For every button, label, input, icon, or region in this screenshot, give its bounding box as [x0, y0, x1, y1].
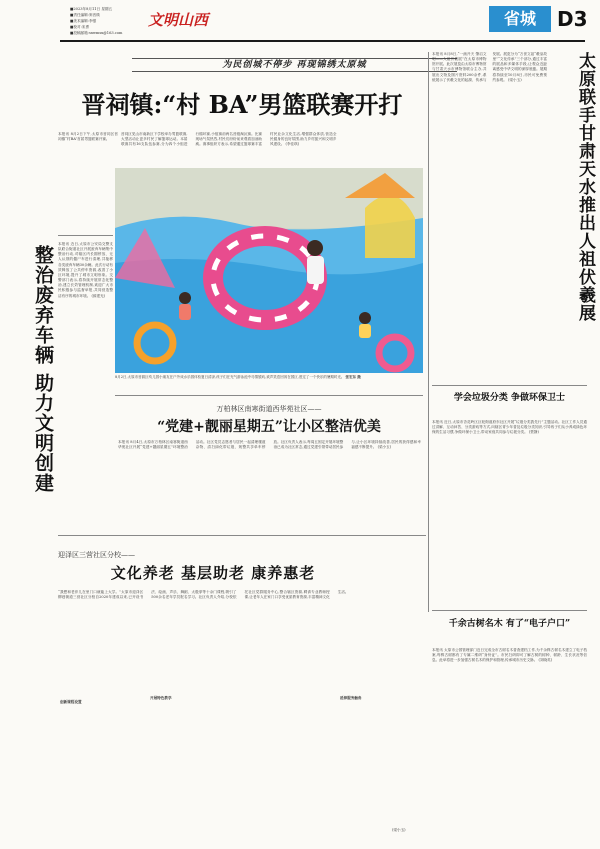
left-article-divider — [58, 235, 113, 236]
right-lower-headline: 学会垃圾分类 争做环保卫士 — [453, 393, 566, 403]
main-lead-text: 本报讯 8月2日下午,太原市晋祠区晋祠镇“村BA”首届男篮联赛开赛。 — [58, 132, 118, 142]
right-lower-text: 本报讯 近日,太原市杏花岭区巨轮街道府东社区开展“垃圾分类我先行”主题活动。社区工作人员通过讲解、互动问答、分类游戏等方式,向辖区青少年普及垃圾分类知识,引导孩子们从小养成绿色环保的生活习惯,争做环保小卫士,带动家庭共同参与垃圾分类。 — [432, 420, 587, 435]
bottom-article-text: “我想和老伴儿在里门口就能上大学。”太原市迎泽区柳巷街道三营社区分校自2020年建成以来,已开设书法、绘画、声乐、舞蹈、太极拳等十余门课程,吸引了500余名老年学员报名学习。社区负责人介绍,分校依托社区党群服务中心,整合辖区资源,聘请专业教师授课,让老年人在家门口享受优质教育资源,丰富精神文化生活。 — [58, 590, 349, 600]
masthead-rule — [60, 40, 585, 42]
designer-credit: ■美术编辑:李强 — [70, 19, 97, 23]
right-lower-author: (贾静) — [528, 430, 539, 435]
main-body — [121, 132, 411, 170]
right-bottom-text: 本报讯 太原市公园管理部门近日完成全市古树名木普查建档工作,为千余株古树名木建立了电子档案,每株古树都有了专属二维码“身份证”。市民扫码即可了解古树的树种、树龄、生长状况等信息。此举将进一步加强古树名木的保护和管理,传承城市历史文脉。 — [432, 648, 587, 663]
right-lower-body — [432, 420, 587, 605]
slogan-band — [132, 58, 457, 72]
newspaper-logo: 文明山西 — [148, 11, 209, 29]
section-badge: 省城 — [489, 6, 551, 32]
main-author: (李佳琪) — [285, 142, 300, 147]
right-bottom-author: (刘晓英) — [538, 658, 553, 663]
issue-date: ■2023年8月11日 星期五 — [70, 7, 113, 11]
main-body-text: 晋祠区见山市南新区下学校举办男篮联赛,大型活动让更多村民了解篮球运动。本届联赛共有16支队伍参赛,分为四个小组进行循环赛,小组赛前两名晋级淘汰赛。比赛现场气氛热烈,村民们纷纷前来观看加油助威。赛事组织方表示,希望通过篮球赛丰富村民业余文化生活,增强群众体质,营造全民健身的良好氛围,助力乡村振兴和文明乡风建设。 — [121, 132, 337, 147]
right-column-divider — [428, 52, 429, 612]
left-vertical-headline: 整治废弃车辆 助力文明创建 — [32, 245, 54, 493]
right-lower-divider — [432, 385, 587, 386]
main-photo — [115, 168, 423, 373]
left-article-body — [58, 242, 113, 532]
right-article-text: 本报讯 8月8日,“一画开天 肇启文明——人祖伏羲展”在太原市博物馆开展。此次展览由太原市博物馆与甘肃天水市博物馆联合主办,共展出文物及图片资料200余件,系统展示了伏羲文化的起源、传承与发展。展览分为“万世文祖“羲皇故里”“文化传承”三个部分,通过丰富的展品和多媒体手段,让观众近距离感受中华文明的深厚底蕴。展期将持续至10月8日,市民可免费预约参观。 — [432, 52, 547, 82]
right-article-body — [432, 52, 547, 382]
slogan-text: 为民创城不停步 再现锦绣太原城 — [222, 60, 367, 70]
left-article-author: (薛建光) — [91, 293, 106, 298]
right-bottom-divider — [432, 610, 587, 611]
middle-article-text: 本报讯 8月4日,太原市万柏林区南寒街道西华苑社区开展“党建+靓丽星期五”环境整治活动。社区党员志愿者与居民一起清理楼道杂物、清扫绿化带垃圾、规整共享单车停放。社区负责人表示,每周五固定开展环境整治已成为社区常态,通过党建引领带动居民参与,让小区环境持续改善,居民的获得感和幸福感不断提升。 — [118, 440, 421, 450]
middle-article-body — [118, 440, 421, 522]
left-article-text: 本报讯 近日,太原市公安局交警支队联合街道社区开展废弃车辆集中整治行动,对辖区内长期停放、无人认领的僵尸车进行清理,共拖移各类废弃车辆30余辆。此次行动有效释放了公共停车资源,改善了小区环境,提升了城市文明形象。交警部门表示,将持续开展常态化整治,建立长效管理机制,欢迎广大市民积极参与监督举报,共同营造整洁有序的城市环境。 — [58, 242, 113, 298]
middle-article-author: (梁小玉) — [377, 445, 392, 450]
bottom-article-author: (梁小玉) — [392, 828, 406, 832]
middle-headline: “党建+靓丽星期五”让小区整洁优美 — [157, 419, 381, 435]
proofreader-credit: ■校对:宋勇 — [70, 25, 89, 29]
contact-email: ■投稿邮箱:sxwmsx@163.com — [70, 31, 123, 35]
bottom-headline: 文化养老 基层助老 康养惠老 — [110, 564, 316, 582]
photo-credit: 张宏东 摄 — [345, 375, 361, 379]
bottom-article-body — [58, 590, 423, 835]
middle-kicker: 万柏林区南寒街道西华苑社区—— — [216, 405, 322, 413]
right-vertical-headline: 太原联手甘肃天水推出人祖伏羲展 — [575, 52, 595, 322]
right-article-author: (梁小玉) — [508, 77, 522, 82]
pool-scene-image — [115, 168, 423, 373]
main-headline: 晋祠镇:“村 BA”男篮联赛开打 — [81, 90, 403, 119]
right-bottom-headline: 千余古树名木 有了“电子户口” — [448, 619, 571, 629]
right-bottom-body — [432, 648, 587, 838]
middle-article-divider — [115, 395, 423, 396]
bottom-subhead-2: 开展特色教学 — [150, 696, 172, 700]
bottom-subhead-3: 延伸服务触角 — [340, 696, 362, 700]
page-number: D3 — [557, 7, 588, 31]
photo-caption — [115, 375, 423, 391]
bottom-subhead-1: 创新课程设置 — [60, 700, 82, 704]
bottom-article-divider — [58, 535, 426, 536]
bottom-kicker: 迎泽区三营社区分校—— — [58, 551, 135, 559]
editor-credit: ■责任编辑:窦晋瑛 — [70, 13, 100, 17]
photo-caption-text: 8月2日,太原市晋源区幼儿园小朋友在户外戏水乐园体验夏日清凉,孩子们在充气游泳池中尽情嬉戏,欢声笑语回荡在园区,度过了一个快乐的暑期时光。 — [115, 375, 345, 379]
main-lead — [58, 132, 118, 232]
